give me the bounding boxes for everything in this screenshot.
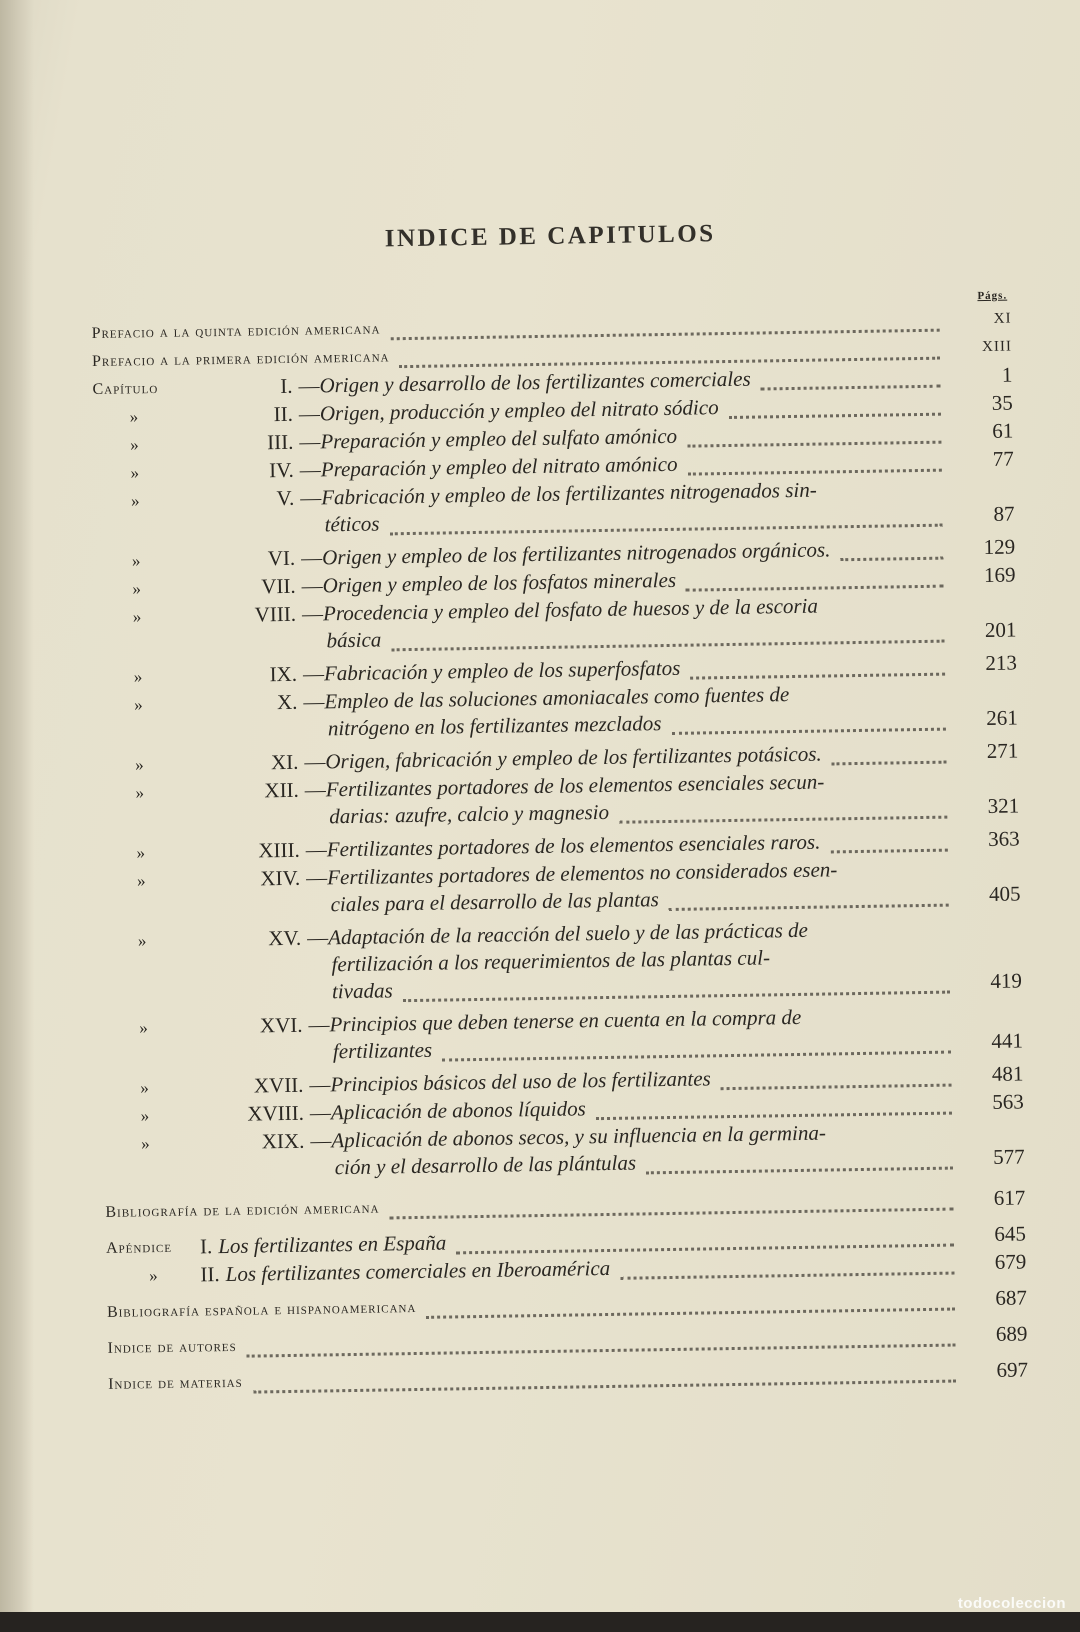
chapter-page: 441 (991, 1028, 1024, 1053)
chapter-number: XVIII. (247, 1100, 305, 1126)
chapter-number: XVI. (259, 1012, 303, 1038)
leader-dots (686, 565, 944, 592)
ditto-mark: » (135, 755, 144, 775)
ditto-mark: » (140, 1106, 150, 1126)
leader-dots (619, 796, 948, 824)
chapter-title: Origen y desarrollo de los fertilizantes comerciales (319, 366, 751, 398)
chapter-title-cont: darias: azufre, calcio y magnesio (329, 799, 610, 829)
chapter-page: 61 (992, 418, 1014, 443)
leader-dots (669, 884, 949, 911)
chapter-title-cont: ción y el desarrollo de las plántulas (334, 1150, 637, 1180)
entry-page: 689 (995, 1321, 1028, 1346)
entry-label: Bibliografía española e hispanoamericana (106, 1299, 417, 1321)
chapter-title: Fertilizantes portadores de elementos no considerados esen- (327, 857, 838, 890)
chapter-page: 1 (1001, 362, 1013, 387)
chapter-page: 419 (990, 968, 1023, 993)
entry-page: XI (993, 310, 1012, 327)
leader-dots (721, 1064, 952, 1091)
chapter-number: X. (276, 689, 298, 715)
watermark-text: todocoleccion (957, 1595, 1066, 1612)
chapter-title: Principios básicos del uso de los fertilizantes (330, 1066, 711, 1097)
em-dash: — (299, 457, 321, 482)
page-gutter (0, 0, 34, 1612)
chapter-number: XI. (270, 749, 299, 775)
entry-label: Indice de autores (107, 1337, 237, 1357)
chapter-number: II. (273, 401, 294, 427)
em-dash: — (306, 925, 329, 950)
em-dash: — (298, 373, 320, 398)
chapter-number: V. (276, 485, 295, 511)
leader-dots (728, 393, 941, 419)
em-dash: — (301, 601, 324, 626)
chapter-number: XVII. (253, 1072, 304, 1098)
chapter-number: XII. (264, 777, 300, 803)
leader-dots (646, 1147, 953, 1175)
chapter-number: VII. (261, 573, 296, 599)
ditto-mark: » (149, 1266, 158, 1286)
chapter-title: Empleo de las soluciones amoniacales como fuentes de (324, 682, 790, 714)
chapter-page: 169 (983, 562, 1016, 587)
chapter-title-cont: fertilizantes (332, 1037, 433, 1064)
chapter-page: 213 (985, 650, 1018, 675)
em-dash: — (298, 401, 321, 426)
entry-label: Prefacio a la primera edición americana (91, 348, 390, 370)
appendix-number: II. (200, 1262, 220, 1287)
chapter-number: XIX. (261, 1128, 305, 1154)
leader-dots (620, 1252, 955, 1280)
ditto-mark: » (140, 1134, 150, 1154)
em-dash: — (299, 429, 321, 454)
em-dash: — (308, 1012, 330, 1037)
ditto-mark: » (140, 1078, 149, 1098)
ditto-mark: » (134, 695, 143, 715)
leader-dots (840, 537, 943, 562)
appendix-title: Los fertilizantes en España (218, 1230, 447, 1259)
chapter-title: Origen, fabricación y empleo de los fertilizantes potásicos. (325, 741, 822, 774)
ditto-mark: » (129, 435, 139, 455)
chapter-title: Procedencia y empleo del fosfato de huesos y de la escoria (322, 593, 819, 626)
chapter-title: Origen y empleo de los fertilizantes nitrogenados orgánicos. (321, 537, 831, 570)
chapter-number: XIV. (260, 865, 301, 891)
chapter-page: 563 (992, 1089, 1024, 1114)
chapter-number: IX. (269, 661, 298, 687)
chapter-page: 481 (991, 1061, 1024, 1086)
chapter-title-cont: fertilización a los requerimientos de las plantas cul- (331, 945, 771, 977)
ditto-mark: » (129, 407, 139, 427)
ditto-mark: » (132, 607, 142, 627)
entry-page: 645 (994, 1221, 1027, 1246)
chapter-title: Preparación y empleo del sulfato amónico (320, 423, 678, 454)
chapter-title: Principios que deben tenerse en cuenta en la compra de (329, 1004, 802, 1037)
chapter-number: VIII. (254, 601, 297, 627)
chapter-title: Adaptación de la reacción del suelo y de las prácticas de (327, 917, 809, 950)
leader-dots (760, 365, 940, 391)
chapter-title-cont: tivadas (331, 978, 393, 1004)
ditto-mark: » (136, 871, 146, 891)
chapter-number: XIII. (258, 837, 300, 863)
entry-page: 617 (993, 1185, 1026, 1210)
ditto-mark: » (139, 1018, 148, 1038)
chapter-title: Fertilizantes portadores de los elementos esenciales secun- (325, 769, 825, 802)
pages-column-header: Págs. (977, 289, 1008, 303)
chapter-title: Aplicación de abonos secos, y su influencia en la germina- (331, 1120, 827, 1153)
chapter-title: Origen, producción y empleo del nitrato sódico (319, 395, 719, 426)
entry-page: XIII (981, 338, 1013, 356)
chapter-title-cont: ciales para el desarrollo de las plantas (330, 887, 659, 917)
em-dash: — (300, 485, 322, 510)
chapter-page: 261 (986, 705, 1018, 730)
ditto-mark: » (132, 579, 142, 599)
ditto-mark: » (133, 667, 143, 687)
leader-dots (671, 708, 946, 735)
chapter-page: 271 (986, 738, 1019, 763)
chapter-list (92, 362, 1025, 1185)
appendix-title: Los fertilizantes comerciales en Iberoamérica (225, 1255, 611, 1286)
chapter-number: VI. (267, 545, 296, 571)
chapter-page: 321 (987, 793, 1020, 818)
entry-page: 679 (994, 1249, 1027, 1274)
table-of-contents (90, 216, 1028, 1399)
appendix-word: Apéndice (105, 1238, 173, 1257)
chapter-page: 577 (992, 1144, 1025, 1169)
em-dash: — (304, 749, 326, 774)
em-dash: — (302, 661, 325, 686)
chapter-number: XV. (268, 925, 302, 951)
em-dash: — (306, 865, 328, 890)
chapter-page: 405 (988, 881, 1021, 906)
chapter-number: I. (280, 373, 293, 399)
ditto-mark: » (130, 491, 140, 511)
entry-label: Prefacio a la quinta edición americana (91, 320, 381, 342)
em-dash: — (305, 837, 327, 862)
chapter-number: IV. (268, 457, 294, 483)
em-dash: — (310, 1128, 332, 1153)
chapter-title: Aplicación de abonos líquidos (330, 1096, 586, 1125)
em-dash: — (309, 1100, 332, 1125)
leader-dots (596, 1092, 952, 1121)
appendix-number: I. (199, 1234, 213, 1259)
em-dash: — (300, 545, 323, 570)
em-dash: — (309, 1072, 331, 1097)
chapter-page: 363 (987, 826, 1020, 851)
chapter-title: Fabricación y empleo de los superfosfatos (323, 655, 681, 686)
chapter-page: 77 (992, 446, 1014, 471)
chapter-title-cont: nitrógeno en los fertilizantes mezclados (327, 711, 662, 741)
ditto-mark: » (135, 783, 145, 803)
leader-dots (690, 653, 945, 680)
entry-page: 687 (995, 1285, 1028, 1310)
chapter-word: Capítulo (92, 379, 159, 398)
page-title: INDICE DE CAPITULOS (384, 220, 716, 253)
chapter-title: Fabricación y empleo de los fertilizantes nitrogenados sin- (321, 477, 817, 510)
ditto-mark: » (130, 463, 140, 483)
chapter-page: 35 (991, 390, 1014, 415)
leader-dots (830, 829, 948, 854)
entry-page: 697 (996, 1357, 1029, 1382)
ditto-mark: » (131, 551, 141, 571)
leader-dots (687, 449, 942, 476)
leader-dots (831, 741, 946, 766)
entry-label: Bibliografía de la edición americana (105, 1199, 380, 1221)
chapter-title: Origen y empleo de los fosfatos minerales (322, 567, 677, 598)
em-dash: — (303, 689, 325, 714)
ditto-mark: » (137, 931, 147, 951)
chapter-page: 201 (984, 617, 1017, 642)
ditto-mark: » (136, 843, 146, 863)
chapter-page: 87 (993, 501, 1015, 526)
chapter-title: Preparación y empleo del nitrato amónico (320, 451, 678, 482)
chapter-title: Fertilizantes portadores de los elementos esenciales raros. (326, 829, 821, 862)
leader-dots (687, 421, 942, 448)
em-dash: — (301, 573, 323, 598)
chapter-title-cont: básica (326, 627, 382, 653)
chapter-page: 129 (983, 534, 1016, 560)
entry-label: Indice de materias (108, 1373, 243, 1393)
chapter-title-cont: téticos (324, 511, 380, 537)
em-dash: — (304, 777, 327, 802)
chapter-number: III. (266, 429, 294, 455)
